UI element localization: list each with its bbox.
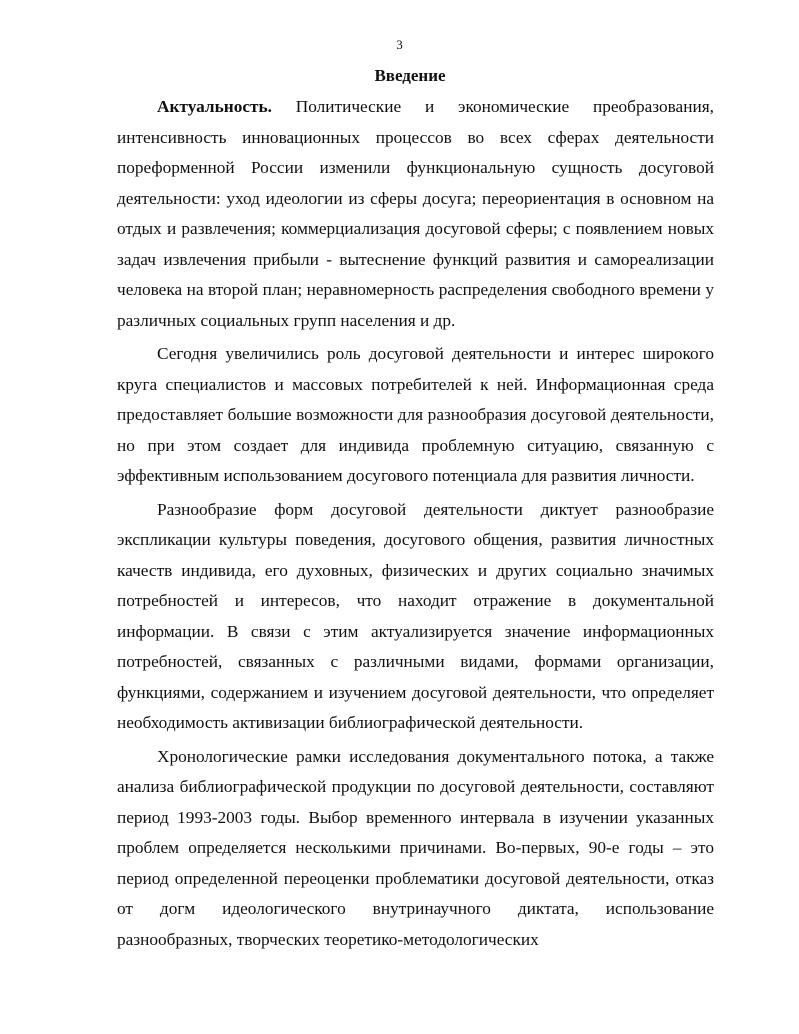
- paragraph-relevance: [117, 92, 714, 336]
- paragraph: Разнообразие форм досуговой деятельности диктует разнообразие экспликации культуры поведения, досугового общения, развития личностных качеств индивида, его духовных, физических и других социально значимых потребностей и интересов, что находит отражение в документальной информации. В связи с этим актуализируется значение информационных потребностей, связанных с различными видами, формами организации, функциями, содержанием и изучением досуговой деятельности, что определяет необходимость активизации библиографической деятельности.: [117, 499, 714, 732]
- paragraph-lead: Актуальность.: [157, 97, 272, 116]
- paragraph: Сегодня увеличились роль досуговой деятельности и интерес широкого круга специалистов и массовых потребителей к ней. Информационная среда предоставляет большие возможности для разнообразия досуговой деятельности, но при этом создает для индивида проблемную ситуацию, связанную с эффективным использованием досугового потенциала для развития личности.: [117, 344, 714, 485]
- body-text: [117, 92, 714, 955]
- page-number: 3: [396, 37, 403, 52]
- paragraph-text: Политические и экономические преобразования, интенсивность инновационных процессов во всех сферах деятельности пореформенной России изменили функциональную сущность досуговой деятельности: уход идеологии из сферы досуга; переориентация в основном на отдых и развлечения; коммерциализация досуговой сферы; с появлением новых задач извлечения прибыли - вытеснение функций развития и самореализации человека на второй план; неравномерность распределения свободного времени у различных социальных групп населения и др.: [117, 97, 714, 330]
- page-title: Введение: [374, 66, 446, 85]
- paragraph: Хронологические рамки исследования документального потока, а также анализа библиографической продукции по досуговой деятельности, составляют период 1993-2003 годы. Выбор временного интервала в изучении указанных проблем определяется несколькими причинами. Во-первых, 90-е годы – это период определенной переоценки проблематики досуговой деятельности, отказ от догм идеологического внутринаучного диктата, использование разнообразных, творческих теоретико-методологических: [117, 746, 714, 949]
